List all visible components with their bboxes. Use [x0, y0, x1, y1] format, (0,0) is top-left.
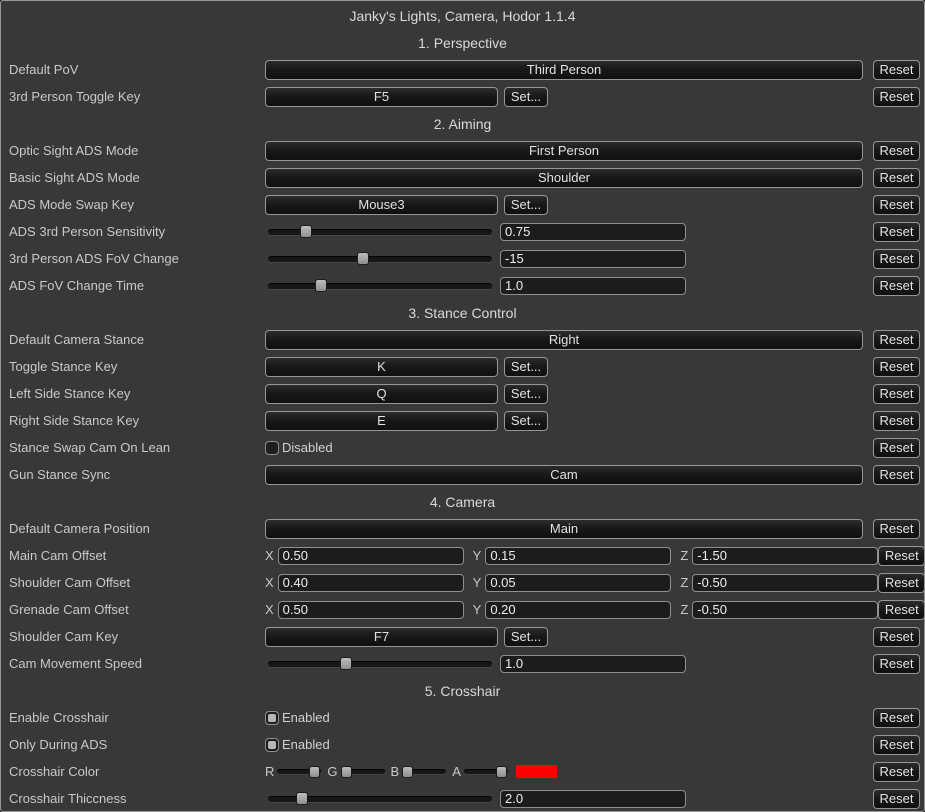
row-optic-sight-ads-mode — [1, 137, 924, 164]
y-offset-input[interactable] — [485, 547, 671, 565]
reset-button[interactable]: Reset — [873, 168, 920, 188]
setting-label: Shoulder Cam Key — [9, 629, 119, 644]
setting-label: Gun Stance Sync — [9, 467, 111, 482]
toggle-state-label: Enabled — [282, 737, 330, 752]
reset-button[interactable]: Reset — [873, 384, 920, 404]
setting-label: Toggle Stance Key — [9, 359, 118, 374]
row-toggle-stance-key — [1, 353, 924, 380]
keybind-value-button[interactable]: Q — [265, 384, 498, 404]
red-channel-slider[interactable] — [277, 758, 321, 785]
toggle-checkbox[interactable] — [265, 738, 279, 752]
setting-label: Main Cam Offset — [9, 548, 107, 563]
slider-track[interactable] — [268, 256, 492, 262]
reset-button[interactable]: Reset — [873, 627, 920, 647]
reset-button[interactable]: Reset — [873, 789, 920, 809]
blue-channel-slider[interactable] — [402, 758, 446, 785]
slider-thumb[interactable] — [296, 792, 308, 805]
checkbox-mark-icon — [268, 741, 276, 749]
axis-y-label: Y — [472, 548, 482, 563]
section-heading-camera: 4. Camera — [429, 493, 496, 510]
green-channel-slider[interactable] — [341, 758, 385, 785]
row-shoulder-cam-offset — [1, 569, 924, 596]
setting-label: Default PoV — [9, 62, 79, 77]
toggle-checkbox[interactable] — [265, 441, 279, 455]
set-key-button[interactable]: Set... — [504, 627, 548, 647]
x-offset-input[interactable] — [278, 601, 464, 619]
keybind-value-button[interactable]: F5 — [265, 87, 498, 107]
row-crosshair-color — [1, 758, 924, 785]
setting-label: Basic Sight ADS Mode — [9, 170, 140, 185]
setting-label: Left Side Stance Key — [9, 386, 131, 401]
slider-thumb[interactable] — [300, 225, 312, 238]
axis-x-label: X — [265, 602, 274, 617]
axis-x-label: X — [265, 575, 274, 590]
row-cam-movement-speed — [1, 650, 924, 677]
optic-sight-ads-mode-dropdown[interactable]: First Person — [265, 141, 863, 161]
reset-button[interactable]: Reset — [873, 222, 920, 242]
setting-label: 3rd Person Toggle Key — [9, 89, 141, 104]
z-offset-input[interactable] — [692, 601, 878, 619]
green-channel-label: G — [327, 764, 338, 779]
section-heading-aiming: 2. Aiming — [433, 115, 492, 132]
axis-y-label: Y — [472, 602, 482, 617]
toggle-state-label: Enabled — [282, 710, 330, 725]
value-input[interactable] — [500, 790, 686, 808]
row-ads-fov-change-time — [1, 272, 924, 299]
red-channel-label: R — [265, 764, 275, 779]
section-heading-stance-control: 3. Stance Control — [408, 304, 517, 321]
value-input[interactable] — [500, 223, 686, 241]
set-key-button[interactable]: Set... — [504, 87, 548, 107]
reset-button[interactable]: Reset — [873, 195, 920, 215]
row-ads-mode-swap-key — [1, 191, 924, 218]
row-left-side-stance-key — [1, 380, 924, 407]
setting-label: Right Side Stance Key — [9, 413, 140, 428]
default-camera-position-dropdown[interactable]: Main — [265, 519, 863, 539]
reset-button[interactable]: Reset — [873, 654, 920, 674]
slider-thumb[interactable] — [341, 766, 352, 778]
setting-label: Cam Movement Speed — [9, 656, 142, 671]
window-title: Janky's Lights, Camera, Hodor 1.1.4 — [349, 8, 576, 24]
axis-x-label: X — [265, 548, 274, 563]
gun-stance-sync-dropdown[interactable]: Cam — [265, 465, 863, 485]
row-default-camera-position — [1, 515, 924, 542]
reset-button[interactable]: Reset — [878, 546, 925, 566]
setting-label: Shoulder Cam Offset — [9, 575, 131, 590]
reset-button[interactable]: Reset — [873, 357, 920, 377]
alpha-channel-slider[interactable] — [464, 758, 508, 785]
row-default-pov — [1, 56, 924, 83]
set-key-button[interactable]: Set... — [504, 357, 548, 377]
setting-label: Default Camera Position — [9, 521, 150, 536]
setting-label: Optic Sight ADS Mode — [9, 143, 139, 158]
checkbox-mark-icon — [268, 714, 276, 722]
reset-button[interactable]: Reset — [873, 60, 920, 80]
setting-label: Default Camera Stance — [9, 332, 145, 347]
slider-track[interactable] — [268, 661, 492, 667]
slider-thumb[interactable] — [315, 279, 327, 292]
z-offset-input[interactable] — [692, 547, 878, 565]
setting-label: Stance Swap Cam On Lean — [9, 440, 171, 455]
setting-label: Crosshair Color — [9, 764, 100, 779]
reset-button[interactable]: Reset — [873, 735, 920, 755]
keybind-value-button[interactable]: K — [265, 357, 498, 377]
setting-label: Enable Crosshair — [9, 710, 109, 725]
setting-label: Crosshair Thiccness — [9, 791, 127, 806]
default-camera-stance-dropdown[interactable]: Right — [265, 330, 863, 350]
row-ads-3rd-person-sensitivity — [1, 218, 924, 245]
keybind-value-button[interactable]: E — [265, 411, 498, 431]
blue-channel-label: B — [390, 764, 400, 779]
reset-button[interactable]: Reset — [873, 411, 920, 431]
reset-button[interactable]: Reset — [873, 519, 920, 539]
default-pov-dropdown[interactable]: Third Person — [265, 60, 863, 80]
value-input[interactable] — [500, 277, 686, 295]
row-only-during-ads — [1, 731, 924, 758]
row-default-camera-stance — [1, 326, 924, 353]
row-shoulder-cam-key — [1, 623, 924, 650]
reset-button[interactable]: Reset — [873, 141, 920, 161]
reset-button[interactable]: Reset — [873, 276, 920, 296]
row-basic-sight-ads-mode — [1, 164, 924, 191]
setting-label: ADS Mode Swap Key — [9, 197, 135, 212]
toggle-state-label: Disabled — [282, 440, 333, 455]
row-crosshair-thiccness — [1, 785, 924, 812]
set-key-button[interactable]: Set... — [504, 411, 548, 431]
setting-label: Grenade Cam Offset — [9, 602, 129, 617]
alpha-channel-label: A — [452, 764, 461, 779]
crosshair-thiccness-slider[interactable] — [268, 785, 492, 812]
reset-button[interactable]: Reset — [873, 762, 920, 782]
slider-thumb[interactable] — [496, 766, 507, 778]
reset-button[interactable]: Reset — [878, 600, 925, 620]
y-offset-input[interactable] — [485, 601, 671, 619]
slider-thumb[interactable] — [340, 657, 352, 670]
basic-sight-ads-mode-dropdown[interactable]: Shoulder — [265, 168, 863, 188]
setting-label: ADS FoV Change Time — [9, 278, 145, 293]
reset-button[interactable]: Reset — [873, 465, 920, 485]
slider-thumb[interactable] — [357, 252, 369, 265]
toggle-checkbox[interactable] — [265, 711, 279, 725]
row-right-side-stance-key — [1, 407, 924, 434]
row-3rd-person-ads-fov-change — [1, 245, 924, 272]
value-input[interactable] — [500, 655, 686, 673]
row-stance-swap-cam-on-lean — [1, 434, 924, 461]
row-3rd-person-toggle-key — [1, 83, 924, 110]
row-main-cam-offset — [1, 542, 924, 569]
axis-z-label: Z — [680, 575, 689, 590]
row-grenade-cam-offset — [1, 596, 924, 623]
sensitivity-slider[interactable] — [268, 218, 492, 245]
reset-button[interactable]: Reset — [873, 249, 920, 269]
fov-change-slider[interactable] — [268, 245, 492, 272]
setting-label: Only During ADS — [9, 737, 108, 752]
section-heading-perspective: 1. Perspective — [418, 34, 507, 51]
fov-change-time-slider[interactable] — [268, 272, 492, 299]
x-offset-input[interactable] — [278, 574, 464, 592]
reset-button[interactable]: Reset — [878, 573, 925, 593]
row-enable-crosshair — [1, 704, 924, 731]
keybind-value-button[interactable]: F7 — [265, 627, 498, 647]
reset-button[interactable]: Reset — [873, 708, 920, 728]
x-offset-input[interactable] — [278, 547, 464, 565]
reset-button[interactable]: Reset — [873, 438, 920, 458]
setting-label: 3rd Person ADS FoV Change — [9, 251, 179, 266]
axis-z-label: Z — [680, 548, 689, 563]
reset-button[interactable]: Reset — [873, 330, 920, 350]
color-preview-swatch — [516, 765, 557, 778]
value-input[interactable] — [500, 250, 686, 268]
z-offset-input[interactable] — [692, 574, 878, 592]
section-heading-crosshair: 5. Crosshair — [424, 682, 501, 699]
set-key-button[interactable]: Set... — [504, 384, 548, 404]
y-offset-input[interactable] — [485, 574, 671, 592]
axis-y-label: Y — [472, 575, 482, 590]
slider-track[interactable] — [268, 283, 492, 289]
row-gun-stance-sync — [1, 461, 924, 488]
keybind-value-button[interactable]: Mouse3 — [265, 195, 498, 215]
slider-thumb[interactable] — [309, 766, 320, 778]
slider-thumb[interactable] — [402, 766, 413, 778]
reset-button[interactable]: Reset — [873, 87, 920, 107]
cam-movement-speed-slider[interactable] — [268, 650, 492, 677]
setting-label: ADS 3rd Person Sensitivity — [9, 224, 166, 239]
axis-z-label: Z — [680, 602, 689, 617]
set-key-button[interactable]: Set... — [504, 195, 548, 215]
